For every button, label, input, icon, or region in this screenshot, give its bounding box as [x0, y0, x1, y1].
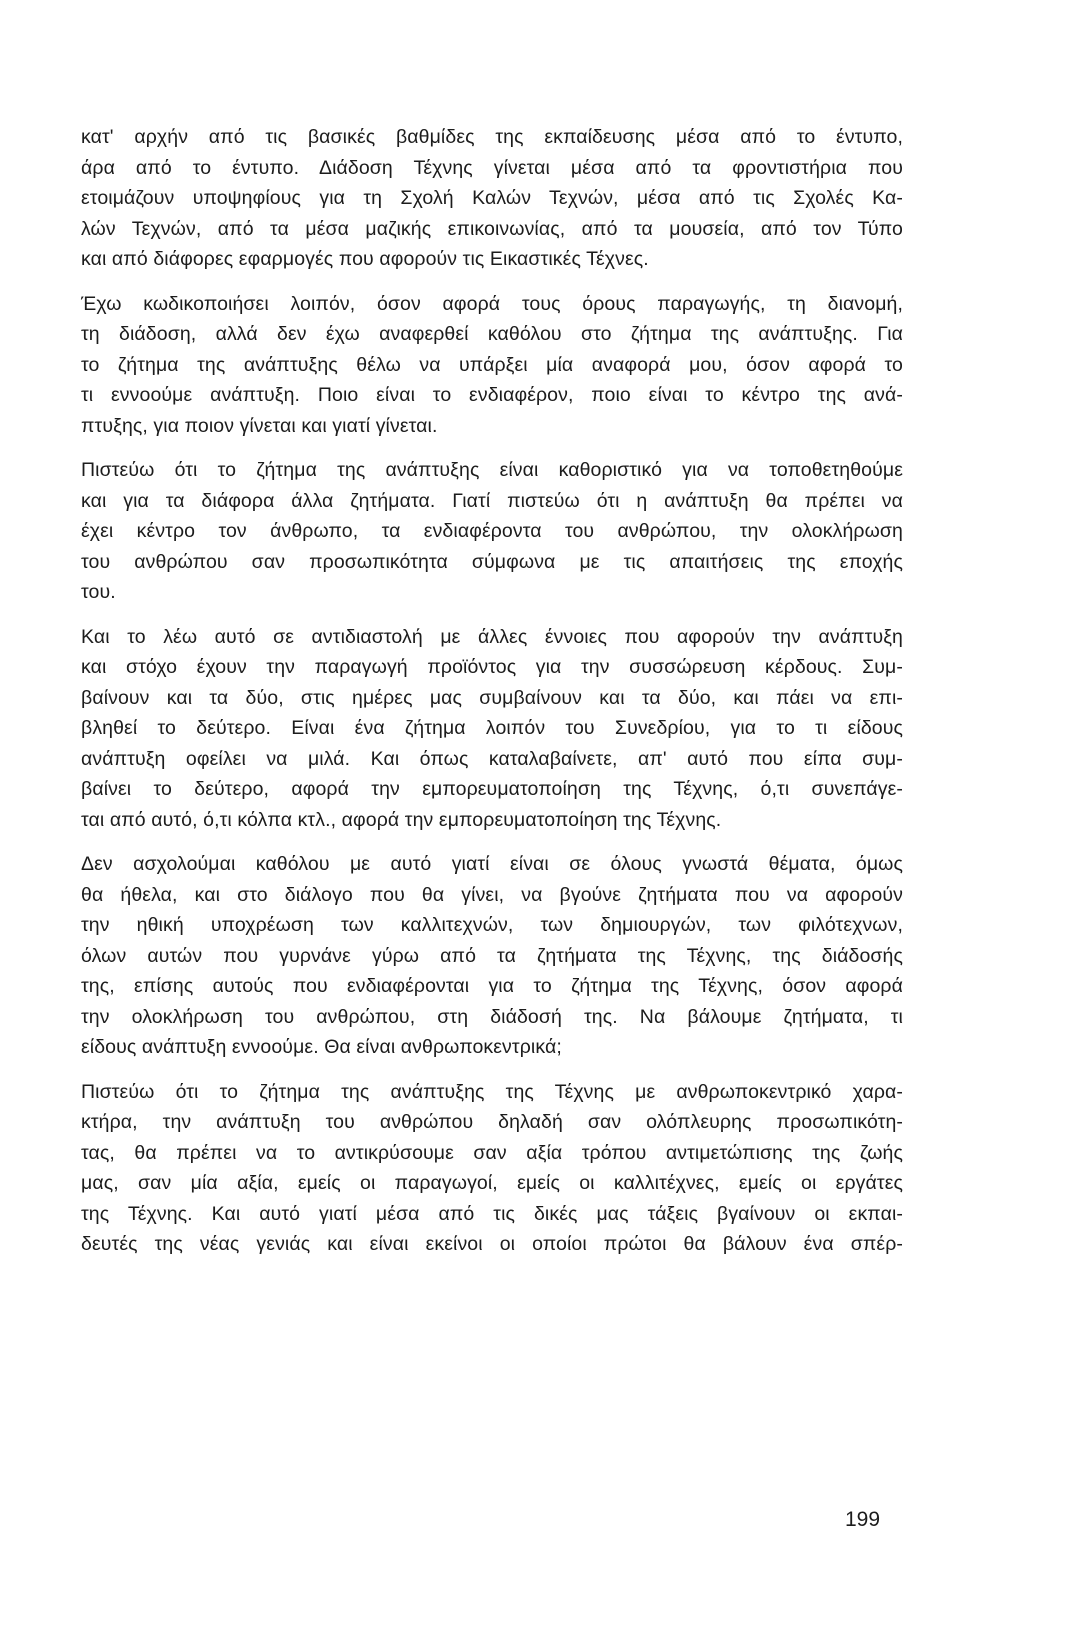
text-line: την ολοκλήρωση του ανθρώπου, στη διάδοσή της. Να βάλουμε ζητήματα, τι: [81, 1005, 903, 1028]
text-line: Και το λέω αυτό σε αντιδιαστολή με άλλες έννοιες που αφορούν την ανάπτυξη: [81, 625, 903, 648]
text-line: βληθεί το δεύτερο. Είναι ένα ζήτημα λοιπόν του Συνεδρίου, για το τι είδους: [81, 717, 903, 739]
text-line: Δεν ασχολούμαι καθόλου με αυτό γιατί είναι σε όλους γνωστά θέματα, όμως: [81, 853, 903, 875]
text-line: τη διάδοση, αλλά δεν έχω αναφερθεί καθόλου στο ζήτημα της ανάπτυξης. Για: [81, 323, 903, 345]
text-line: βαίνει το δεύτερο, αφορά την εμπορευματοποίηση της Τέχνης, ό,τι συνεπάγε-: [81, 778, 903, 800]
text-line: βαίνουν και τα δύο, στις ημέρες μας συμβαίνουν και τα δύο, και πάει να επι-: [81, 686, 903, 709]
text-line: ται από αυτό, ό,τι κόλπα κτλ., αφορά την εμπορευματοποίηση της Τέχνης.: [81, 808, 722, 831]
text-line: της Τέχνης. Και αυτό γιατί μέσα από τις δικές μας τάξεις βγαίνουν οι εκπαι-: [81, 1202, 903, 1225]
text-line: τας, θα πρέπει να το αντικρύσουμε σαν αξία τρόπου αντιμετώπισης της ζωής: [81, 1141, 903, 1164]
paragraph-2: [81, 289, 903, 442]
text-line: κτήρα, την ανάπτυξη του ανθρώπου δηλαδή σαν ολόπλευρης προσωπικότη-: [81, 1111, 903, 1133]
text-line: Έχω κωδικοποιήσει λοιπόν, όσον αφορά τους όρους παραγωγής, τη διανομή,: [81, 292, 903, 315]
text-line: πτυξης, για ποιον γίνεται και γιατί γίνεται.: [81, 414, 438, 437]
text-line: και για τα διάφορα άλλα ζητήματα. Γιατί πιστεύω ότι η ανάπτυξη θα πρέπει να: [81, 489, 903, 512]
body-text: [81, 122, 903, 1274]
text-line: το ζήτημα της ανάπτυξης θέλω να υπάρξει μία αναφορά μου, όσον αφορά το: [81, 353, 903, 376]
text-line: ανάπτυξη οφείλει να μιλά. Και όπως καταλαβαίνετε, απ' αυτό που είπα συμ-: [81, 747, 903, 770]
text-line: Πιστεύω ότι το ζήτημα της ανάπτυξης είναι καθοριστικό για να τοποθετηθούμε: [81, 459, 903, 481]
text-line: του.: [81, 581, 116, 603]
text-line: και στόχο έχουν την παραγωγή προϊόντος για την συσσώρευση κέρδους. Συμ-: [81, 656, 903, 678]
paragraph-3: [81, 455, 903, 608]
text-line: έχει κέντρο τον άνθρωπο, τα ενδιαφέροντα του ανθρώπου, την ολοκλήρωση: [81, 520, 903, 542]
text-line: την ηθική υποχρέωση των καλλιτεχνών, των δημιουργών, των φιλότεχνων,: [81, 914, 903, 936]
text-line: είδους ανάπτυξη εννοούμε. Θα είναι ανθρωποκεντρικά;: [81, 1036, 562, 1058]
paragraph-4: [81, 622, 903, 836]
text-line: μας, σαν μία αξία, εμείς οι παραγωγοί, εμείς οι καλλιτέχνες, εμείς οι εργάτες: [81, 1172, 903, 1194]
text-line: κατ' αρχήν από τις βασικές βαθμίδες της εκπαίδευσης μέσα από το έντυπο,: [81, 126, 903, 148]
paragraph-5: [81, 849, 903, 1063]
text-line: τι εννοούμε ανάπτυξη. Ποιο είναι το ενδιαφέρον, ποιο είναι το κέντρο της ανά-: [81, 384, 903, 406]
paragraph-1: [81, 122, 903, 275]
text-line: δευτές της νέας γενιάς και είναι εκείνοι οι οποίοι πρώτοι θα βάλουν ένα σπέρ-: [81, 1233, 903, 1255]
text-line: άρα από το έντυπο. Διάδοση Τέχνης γίνεται μέσα από τα φροντιστήρια που: [81, 156, 903, 179]
text-line: ετοιμάζουν υποψηφίους για τη Σχολή Καλών Τεχνών, μέσα από τις Σχολές Κα-: [81, 187, 903, 209]
text-line: της, επίσης αυτούς που ενδιαφέρονται για το ζήτημα της Τέχνης, όσον αφορά: [81, 975, 903, 997]
text-line: Πιστεύω ότι το ζήτημα της ανάπτυξης της Τέχνης με ανθρωποκεντρικό χαρα-: [81, 1080, 903, 1103]
text-line: όλων αυτών που γυρνάνε γύρω από τα ζητήματα της Τέχνης, της διάδοσής: [81, 944, 903, 967]
text-line: λών Τεχνών, από τα μέσα μαζικής επικοινωνίας, από τα μουσεία, από τον Τύπο: [81, 217, 903, 240]
text-line: θα ήθελα, και στο διάλογο που θα γίνει, να βγούνε ζητήματα που να αφορούν: [81, 883, 903, 906]
paragraph-6: [81, 1077, 903, 1260]
text-line: και από διάφορες εφαρμογές που αφορούν τις Εικαστικές Τέχνες.: [81, 248, 649, 270]
page-number: 199: [845, 1508, 881, 1531]
text-line: του ανθρώπου σαν προσωπικότητα σύμφωνα με τις απαιτήσεις της εποχής: [81, 550, 903, 573]
